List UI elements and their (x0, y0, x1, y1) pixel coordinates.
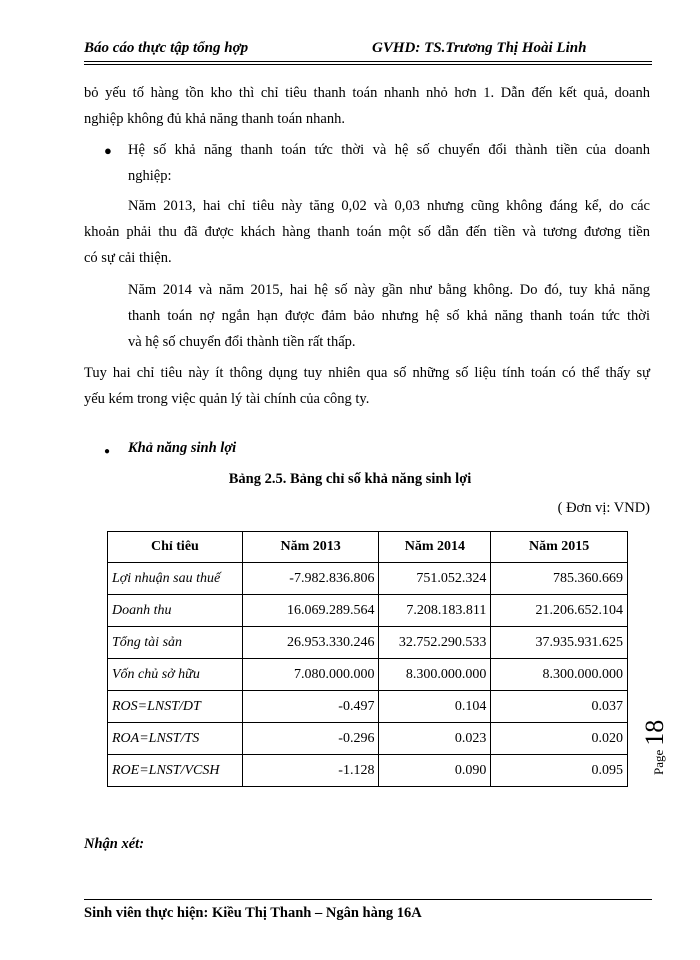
table-cell: 32.752.290.533 (379, 627, 491, 659)
paragraph-line: thanh toán nợ ngắn hạn được đảm bảo nhưng hệ số khả năng thanh toán tức thời (128, 308, 650, 324)
row-label: Lợi nhuận sau thuế (108, 563, 243, 595)
table-cell: 785.360.669 (491, 563, 628, 595)
page-number-value: 18 (640, 719, 669, 746)
table-cell: 751.052.324 (379, 563, 491, 595)
table-cell: 7.080.000.000 (242, 659, 379, 691)
paragraph-line: nghiệp không đủ khả năng thanh toán nhanh. (84, 111, 345, 127)
header-supervisor: GVHD: TS.Trương Thị Hoài Linh (372, 40, 587, 56)
table-row (108, 723, 628, 755)
table-unit: ( Đơn vị: VND) (557, 500, 650, 516)
table-row (108, 595, 628, 627)
table-cell: 0.090 (379, 755, 491, 787)
table-cell: 21.206.652.104 (491, 595, 628, 627)
table-cell: -1.128 (242, 755, 379, 787)
table-row (108, 755, 628, 787)
table-cell: 0.095 (491, 755, 628, 787)
column-header: Chỉ tiêu (108, 532, 243, 563)
table-cell: 26.953.330.246 (242, 627, 379, 659)
profitability-table (107, 531, 628, 787)
table-cell: 16.069.289.564 (242, 595, 379, 627)
column-header: Năm 2015 (491, 532, 628, 563)
footer-divider (84, 899, 652, 900)
header-report-title: Báo cáo thực tập tổng hợp (84, 40, 249, 56)
table-cell: 8.300.000.000 (491, 659, 628, 691)
row-label: ROA=LNST/TS (108, 723, 243, 755)
table-cell: 0.104 (379, 691, 491, 723)
table-row (108, 627, 628, 659)
table-cell: 0.037 (491, 691, 628, 723)
section-title: Khả năng sinh lợi (128, 440, 237, 456)
page-label: Page (651, 749, 666, 775)
row-label: ROE=LNST/VCSH (108, 755, 243, 787)
bullet-line: Hệ số khả năng thanh toán tức thời và hệ số chuyển đổi thành tiền của doanh (128, 142, 650, 158)
header-divider (84, 61, 652, 62)
row-label: ROS=LNST/DT (108, 691, 243, 723)
bullet-icon: ● (104, 143, 112, 158)
table-cell: -0.296 (242, 723, 379, 755)
paragraph-line: và hệ số chuyển đổi thành tiền rất thấp. (128, 334, 356, 350)
table-cell: 7.208.183.811 (379, 595, 491, 627)
table-row (108, 563, 628, 595)
table-cell: 37.935.931.625 (491, 627, 628, 659)
row-label: Tổng tài sản (108, 627, 243, 659)
paragraph-line: bỏ yếu tố hàng tồn kho thì chỉ tiêu thanh toán nhanh nhỏ hơn 1. Dẫn đến kết quả, doanh (84, 85, 650, 101)
paragraph-line: khoản phải thu đã được khách hàng thanh toán một số dẫn đến tiền và tương đương tiền (84, 224, 650, 240)
header-divider-thin (84, 64, 652, 65)
paragraph-line: Năm 2013, hai chỉ tiêu này tăng 0,02 và 0,03 nhưng cũng không đáng kể, do các (128, 198, 650, 214)
table-cell: 0.023 (379, 723, 491, 755)
page-footer: Sinh viên thực hiện: Kiều Thị Thanh – Ngân hàng 16A (84, 905, 422, 921)
paragraph-line: có sự cải thiện. (84, 250, 172, 266)
table-row (108, 691, 628, 723)
table-title: Bảng 2.5. Bảng chỉ số khả năng sinh lợi (228, 471, 472, 487)
page-number (640, 715, 700, 775)
row-label: Vốn chủ sở hữu (108, 659, 243, 691)
bullet-line: nghiệp: (128, 168, 172, 184)
table-cell: 0.020 (491, 723, 628, 755)
row-label: Doanh thu (108, 595, 243, 627)
paragraph-line: Năm 2014 và năm 2015, hai hệ số này gần như bằng không. Do đó, tuy khả năng (128, 282, 650, 298)
table-cell: 8.300.000.000 (379, 659, 491, 691)
table-cell: -0.497 (242, 691, 379, 723)
bullet-icon: ● (104, 446, 111, 457)
table-header-row (108, 532, 628, 563)
column-header: Năm 2014 (379, 532, 491, 563)
table-row (108, 659, 628, 691)
paragraph-line: Tuy hai chỉ tiêu này ít thông dụng tuy nhiên qua số những số liệu tính toán có thể thấy sự (84, 365, 650, 381)
remark-heading: Nhận xét: (84, 836, 145, 852)
paragraph-line: yếu kém trong việc quản lý tài chính của công ty. (84, 391, 370, 407)
column-header: Năm 2013 (242, 532, 379, 563)
table-cell: -7.982.836.806 (242, 563, 379, 595)
